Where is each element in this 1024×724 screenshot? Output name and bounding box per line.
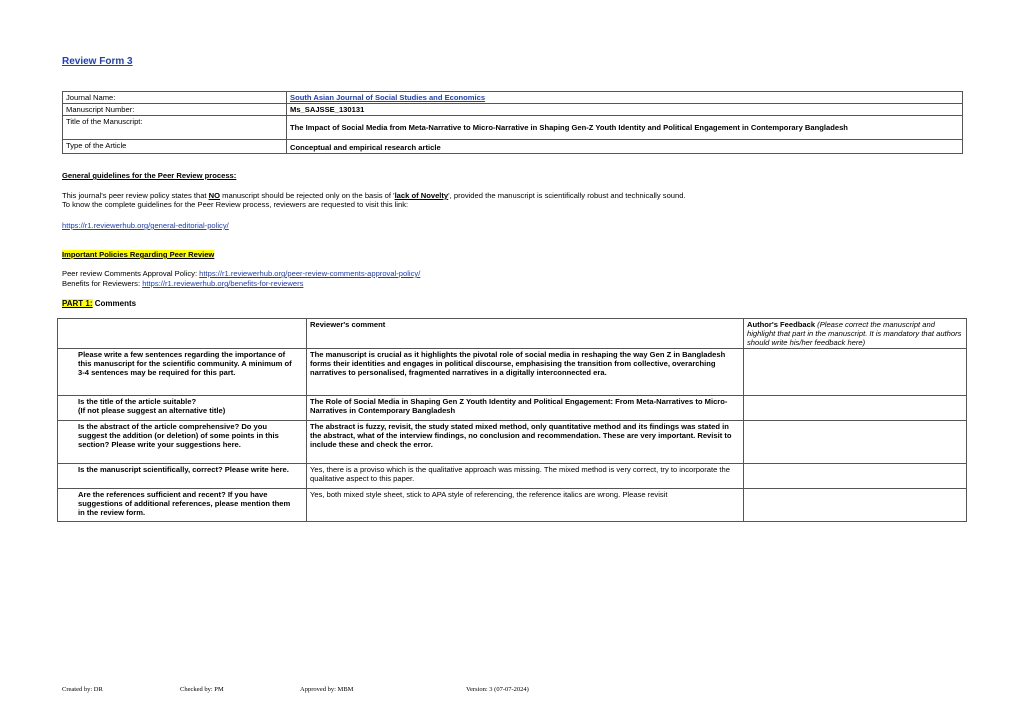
author-feedback-cell[interactable] — [744, 489, 967, 522]
part-label: PART 1: — [62, 299, 93, 308]
guidelines-instruction-text: To know the complete guidelines for the Peer Review process, reviewers are requested to visit this link: — [62, 200, 409, 209]
manuscript-info-table — [62, 91, 963, 154]
question-cell: Are the references sufficient and recent? If you have suggestions of additional references, please mention them in the review form. — [58, 489, 307, 522]
journal-label: Journal Name: — [63, 92, 287, 104]
question-cell: Is the abstract of the article comprehensive? Do you suggest the addition (or deletion) of some points in this section? Please write your suggestions here. — [58, 421, 307, 464]
reviewer-comment-cell[interactable]: The Role of Social Media in Shaping Gen Z Youth Identity and Political Engagement: From Meta-Narratives to Micro-Narratives in Contemporary Bangladesh — [307, 396, 744, 421]
approval-policy-line — [62, 269, 420, 278]
article-type-row — [63, 140, 963, 154]
question-cell: Please write a few sentences regarding the importance of this manuscript for the scientific community. A minimum of 3-4 sentences may be required for this part. — [58, 349, 307, 396]
header-question-cell — [58, 319, 307, 349]
comment-row-abstract — [58, 421, 967, 464]
reviewer-comment-cell[interactable]: Yes, both mixed style sheet, stick to APA style of referencing, the reference italics are wrong. Please revisit — [307, 489, 744, 522]
guidelines-policy-text — [62, 191, 686, 200]
footer-created-by: Created by: DR — [62, 686, 103, 693]
journal-row — [63, 92, 963, 104]
part-heading — [62, 299, 136, 308]
approval-policy-link[interactable]: https://r1.reviewerhub.org/peer-review-comments-approval-policy/ — [199, 269, 421, 278]
editorial-policy-link[interactable]: https://r1.reviewerhub.org/general-editorial-policy/ — [62, 221, 229, 230]
benefits-line — [62, 279, 303, 288]
article-type-value: Conceptual and empirical research article — [287, 140, 963, 154]
policy-no-emphasis: NO — [208, 191, 221, 200]
guidelines-heading: General guidelines for the Peer Review process: — [62, 171, 237, 180]
author-feedback-instructions: (Please correct the manuscript and highlight that part in the manuscript. It is mandatory that authors should write his/her feedback here) — [747, 320, 962, 347]
manuscript-number-value: Ms_SAJSSE_130131 — [287, 104, 963, 116]
comments-table — [57, 318, 967, 522]
reviewer-comment-cell[interactable]: Yes, there is a proviso which is the qualitative approach was missing. The mixed method is very correct, try to incorporate the qualitative aspect to this paper. — [307, 464, 744, 489]
author-feedback-cell[interactable] — [744, 421, 967, 464]
form-title: Review Form 3 — [62, 56, 133, 67]
comment-row-title — [58, 396, 967, 421]
footer-approved-by: Approved by: MBM — [300, 686, 354, 693]
comment-row-scientific — [58, 464, 967, 489]
manuscript-title-label: Title of the Manuscript: — [63, 116, 287, 140]
author-feedback-cell[interactable] — [744, 464, 967, 489]
policies-heading: Important Policies Regarding Peer Review — [62, 250, 215, 259]
article-type-label: Type of the Article — [63, 140, 287, 154]
approval-policy-label: Peer review Comments Approval Policy: — [62, 269, 200, 278]
question-cell: Is the title of the article suitable? (If not please suggest an alternative title) — [58, 396, 307, 421]
journal-link[interactable]: South Asian Journal of Social Studies and Economics — [290, 93, 486, 102]
manuscript-number-label: Manuscript Number: — [63, 104, 287, 116]
footer-checked-by: Checked by: PM — [180, 686, 224, 693]
author-feedback-title: Author's Feedback — [747, 320, 816, 329]
header-reviewer-comment: Reviewer's comment — [307, 319, 744, 349]
policy-text-part: ', provided the manuscript is scientifically robust and technically sound. — [448, 191, 686, 200]
comment-row-importance — [58, 349, 967, 396]
policy-text-part: This journal's peer review policy states that — [62, 191, 209, 200]
header-author-feedback — [744, 319, 967, 349]
footer-version: Version: 3 (07-07-2024) — [466, 686, 529, 693]
policy-novelty-emphasis: lack of Novelty — [394, 191, 449, 200]
question-cell: Is the manuscript scientifically, correct? Please write here. — [58, 464, 307, 489]
reviewer-comment-cell[interactable]: The manuscript is crucial as it highlights the pivotal role of social media in reshaping the way Gen Z in Bangladesh forms their identities and engages in political discourse, emphasising the transition from collective, overarching narratives to personalised, fragmented narratives in a digitally interconnected era. — [307, 349, 744, 396]
manuscript-title-row — [63, 116, 963, 140]
comment-row-references — [58, 489, 967, 522]
policy-text-part: manuscript should be rejected only on the basis of ' — [220, 191, 395, 200]
manuscript-title-value: The Impact of Social Media from Meta-Narrative to Micro-Narrative in Shaping Gen-Z Youth Identity and Political Engagement in Contemporary Bangladesh — [287, 116, 963, 140]
author-feedback-cell[interactable] — [744, 349, 967, 396]
benefits-label: Benefits for Reviewers: — [62, 279, 143, 288]
comments-header-row — [58, 319, 967, 349]
author-feedback-cell[interactable] — [744, 396, 967, 421]
benefits-link[interactable]: https://r1.reviewerhub.org/benefits-for-reviewers — [142, 279, 304, 288]
part-title: Comments — [92, 299, 137, 308]
manuscript-number-row — [63, 104, 963, 116]
reviewer-comment-cell[interactable]: The abstract is fuzzy, revisit, the study stated mixed method, only quantitative method and its findings was stated in the abstract, what of the interview findings, no conclusion and recommendation. These are very important. Revisit to include these and check the error. — [307, 421, 744, 464]
